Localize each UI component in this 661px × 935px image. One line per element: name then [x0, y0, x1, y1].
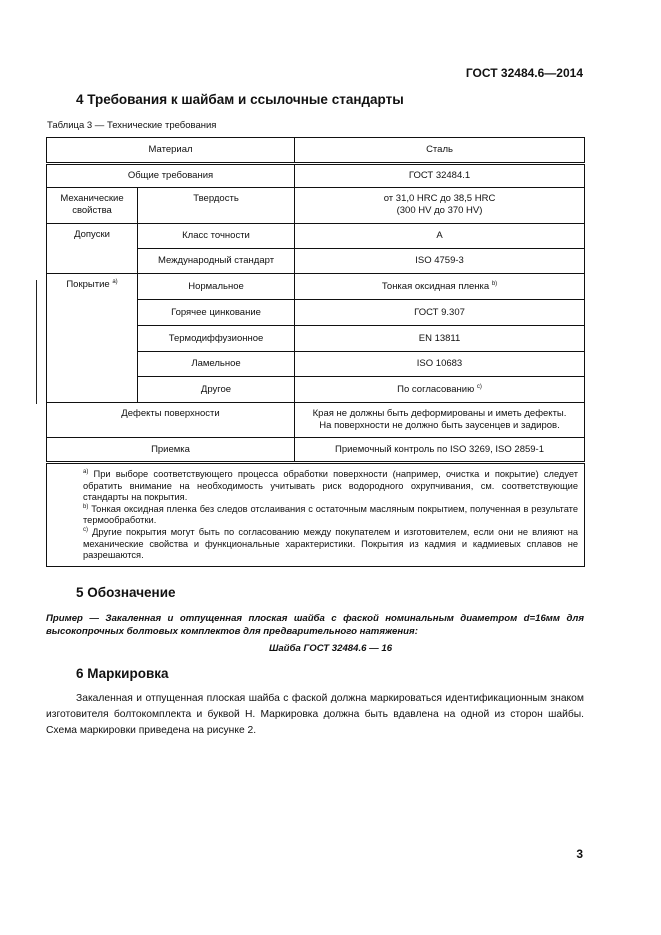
- coating-value: Тонкая оксидная пленка $^{b)}$: [295, 274, 585, 300]
- table-row: [47, 438, 585, 463]
- marking-paragraph: Закаленная и отпущенная плоская шайба с фаской должна маркироваться идентификационным знаком изготовителя болтокомплекта и буквой Н. Маркировка должна быть вдавлена на одной из сторон шайбы. Схема маркировки приведена на рисунке 2.: [46, 693, 584, 736]
- header-steel: Сталь: [295, 138, 585, 164]
- coating-label: Нормальное: [138, 274, 295, 300]
- intl-standard-label: Международный стандарт: [138, 249, 295, 274]
- general-value: ГОСТ 32484.1: [295, 164, 585, 188]
- revision-margin-bar: [36, 280, 37, 404]
- coating-label: Другое: [138, 377, 295, 403]
- mech-group: Механические свойства: [47, 188, 138, 224]
- intl-standard-value: ISO 4759-3: [295, 249, 585, 274]
- footnote-mark: c): [476, 383, 482, 390]
- table-row: [47, 403, 585, 438]
- coating-label: Ламельное: [138, 352, 295, 377]
- table-header-row: [47, 138, 585, 164]
- designation-example: Пример — Закаленная и отпущенная плоская шайба с фаской номинальным диаметром d=16мм для высокопрочных болтовых комплектов для предварительного натяжения:: [46, 613, 584, 637]
- note-a: $^{a)}$ При выборе соответствующего процесса обработки поверхности (например, очистка и покрытие) следует обратить внимание на необходимость учитывать риск водородного охрупчивания, см. соответствующие стандарты на покрытия.: [83, 468, 579, 503]
- table-notes: [47, 463, 585, 567]
- header-material: Материал: [47, 138, 295, 164]
- defects-label: Дефекты поверхности: [47, 403, 295, 438]
- accuracy-class-value: A: [295, 224, 585, 249]
- coating-value: ГОСТ 9.307: [295, 300, 585, 326]
- table-row: [47, 188, 585, 224]
- designation-code: Шайба ГОСТ 32484.6 — 16: [268, 643, 393, 654]
- requirements-table: [46, 137, 585, 567]
- coating-value: ISO 10683: [295, 352, 585, 377]
- section-4-title: 4 Требования к шайбам и ссылочные стандарты: [76, 92, 404, 107]
- tolerances-group: Допуски: [47, 224, 138, 274]
- coating-value: EN 13811: [295, 326, 585, 352]
- footnote-mark: a): [112, 278, 118, 285]
- section-5-title: 5 Обозначение: [76, 585, 176, 600]
- page-number: 3: [576, 847, 583, 861]
- coating-label: Термодиффузионное: [138, 326, 295, 352]
- section-6-title: 6 Маркировка: [76, 666, 169, 681]
- defects-value: Края не должны быть деформированы и иметь дефекты. На поверхности не должно быть заусенцев и задиров.: [295, 403, 585, 438]
- document-code: ГОСТ 32484.6—2014: [465, 66, 583, 80]
- acceptance-value: Приемочный контроль по ISO 3269, ISO 2859-1: [295, 438, 585, 463]
- table-row: [47, 224, 585, 249]
- coating-value: По согласованию $^{c)}$: [295, 377, 585, 403]
- coating-label: Горячее цинкование: [138, 300, 295, 326]
- note-c: $^{c)}$ Другие покрытия могут быть по согласованию между покупателем и изготовителем, если они не влияют на механические свойства и функциональные характеристики. Покрытия из кадмия и кадмиевых сплавов не разрешаются.: [83, 526, 579, 561]
- table-row: [47, 164, 585, 188]
- table-caption: Таблица 3 — Технические требования: [47, 120, 217, 131]
- acceptance-label: Приемка: [47, 438, 295, 463]
- table-notes-row: [47, 463, 585, 567]
- accuracy-class-label: Класс точности: [138, 224, 295, 249]
- coating-group: Покрытие $^{a)}$: [47, 274, 138, 403]
- hardness-label: Твердость: [138, 188, 295, 224]
- note-b: $^{b)}$ Тонкая оксидная пленка без следов отслаивания с остаточным масляным покрытием, полученная в результате термообработки.: [83, 503, 579, 526]
- table-row: [47, 274, 585, 300]
- footnote-mark: b): [491, 280, 498, 287]
- general-label: Общие требования: [47, 164, 295, 188]
- hardness-value: от 31,0 HRC до 38,5 HRC (300 HV до 370 HV): [295, 188, 585, 224]
